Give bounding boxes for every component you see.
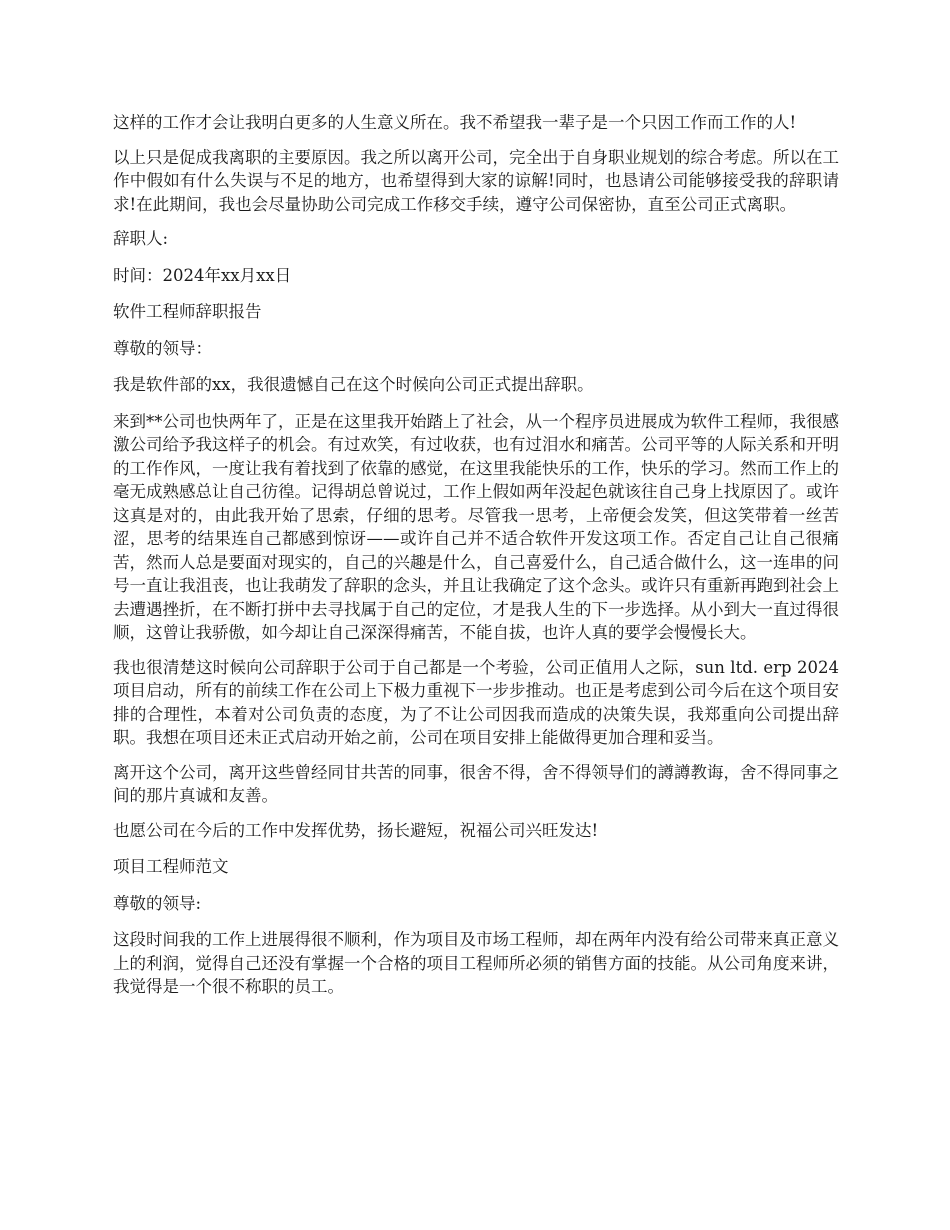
signature-line: 辞职人: bbox=[113, 229, 169, 248]
paragraph: 我也很清楚这时候向公司辞职于公司于自己都是一个考验，公司正值用人之际，sun ltd. erp 2024项目启动，所有的前续工作在公司上下极力重视下一步步推动。也正是考虑到公司今后在这个项目安排的合理性，本着对公司负责的态度，为了不让公司因我而造成的决策失误，我郑重向公司提出辞职。我想在项目还未正式启动开始之前，公司在项目安排上能做得更加合理和妥当。 bbox=[113, 657, 839, 747]
paragraph: 离开这个公司，离开这些曾经同甘共苦的同事，很舍不得，舍不得领导们的譐譐教诲，舍不得同事之间的那片真诚和友善。 bbox=[113, 762, 839, 805]
salutation: 尊敬的领导: bbox=[113, 893, 202, 913]
section-title: 软件工程师辞职报告 bbox=[113, 302, 262, 321]
document-body bbox=[113, 111, 839, 1010]
salutation: 尊敬的领导： bbox=[113, 338, 212, 358]
paragraph: 这样的工作才会让我明白更多的人生意义所在。我不希望我一辈子是一个只因工作而工作的人! bbox=[113, 113, 797, 132]
paragraph: 这段时间我的工作上进展得很不顺利，作为项目及市场工程师，却在两年内没有给公司带来真正意义上的利润，觉得自己还没有掌握一个合格的项目工程师所必须的销售方面的技能。从公司角度来讲，我觉得是一个很不称职的员工。 bbox=[113, 930, 839, 996]
paragraph: 来到**公司也快两年了，正是在这里我开始踏上了社会，从一个程序员进展成为软件工程师，我很感激公司给予我这样子的机会。有过欢笑，有过收获，也有过泪水和痛苦。公司平等的人际关系和开明的工作作风，一度让我有着找到了依靠的感觉，在这里我能快乐的工作，快乐的学习。然而工作上的毫无成熟感总让自己彷徨。记得胡总曾说过，工作上假如两年没起色就该往自己身上找原因了。或许这真是对的，由此我开始了思索，仔细的思考。尽管我一思考，上帝便会发笑，但这笑带着一丝苦涩，思考的结果连自己都感到惊讶——或许自己并不适合软件开发这项工作。否定自己让自己很痛苦，然而人总是要面对现实的，自己的兴趣是什么，自己喜爱什么，自己适合做什么，这一连串的问号一直让我沮丧，也让我萌发了辞职的念头，并且让我确定了这个念头。或许只有重新再跑到社会上去遭遇挫折，在不断打拼中去寻找属于自己的定位，才是我人生的下一步选择。从小到大一直过得很顺，这曾让我骄傲，如今却让自己深深得痛苦，不能自拔，也许人真的要学会慢慢长大。 bbox=[113, 411, 839, 642]
paragraph: 我是软件部的xx，我很遗憾自己在这个时候向公司正式提出辞职。 bbox=[113, 375, 594, 394]
paragraph: 也愿公司在今后的工作中发挥优势，扬长避短，祝福公司兴旺发达! bbox=[113, 820, 599, 840]
section-title: 项目工程师范文 bbox=[113, 857, 229, 876]
date-line: 时间：2024年xx月xx日 bbox=[113, 265, 292, 285]
paragraph: 以上只是促成我离职的主要原因。我之所以离开公司，完全出于自身职业规划的综合考虑。所以在工作中假如有什么失误与不足的地方，也希望得到大家的谅解!同时，也恳请公司能够接受我的辞职请求!在此期间，我也会尽量协助公司完成工作移交手续，遵守公司保密协，直至公司正式离职。 bbox=[113, 147, 839, 214]
